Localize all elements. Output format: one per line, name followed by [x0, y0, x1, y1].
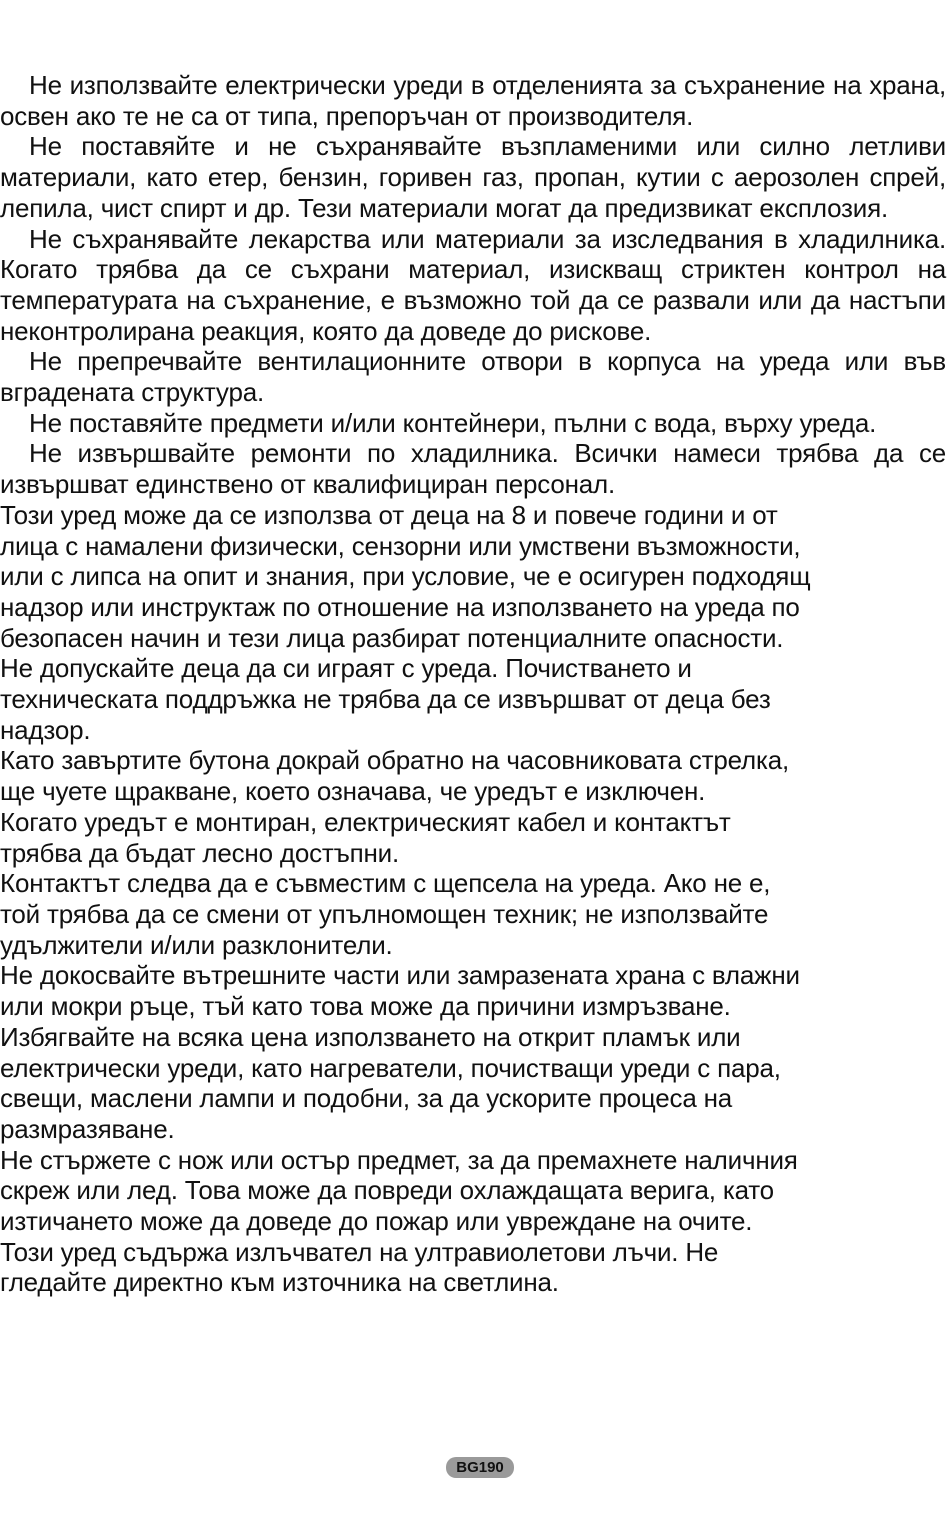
text-line: или мокри ръце, тъй като това може да причини измръзване. — [0, 991, 731, 1022]
text-line: Когато уредът е монтиран, електрическият кабел и контактът — [0, 806, 731, 837]
text-line: скреж или лед. Това може да повреди охлаждащата верига, като — [0, 1175, 774, 1206]
document-body — [0, 70, 946, 1298]
text-line: той трябва да се смени от упълномощен техник; не използвайте — [0, 898, 769, 929]
text-line: трябва да бъдат лесно достъпни. — [0, 837, 400, 868]
text-line: Контактът следва да е съвместим с щепсела на уреда. Ако не е, — [0, 868, 771, 899]
paragraph-ventilation: Не препречвайте вентилационните отвори в корпуса на уреда или във вградената структура. — [0, 346, 946, 408]
text-line: лица с намалени физически, сензорни или умствени възможности, — [0, 530, 801, 561]
text-line: Този уред може да се използва от деца на 8 и повече години и от — [0, 499, 778, 530]
text-line: Като завъртите бутона докрай обратно на часовниковата стрелка, — [0, 745, 789, 776]
text-line: Не докосвайте вътрешните части или замразената храна с влажни — [0, 960, 800, 991]
text-line: надзор или инструктаж по отношение на използването на уреда по — [0, 591, 800, 622]
paragraph-medicines: Не съхранявайте лекарства или материали за изследвания в хладилника. Когато трябва да се съхрани материал, изискващ стриктен контрол на температурата на съхранение, е възможно той да се развали или да настъпи неконтролирана реакция, която да доведе до рискове. — [0, 223, 946, 346]
text-line: гледайте директно към източника на светлина. — [0, 1267, 559, 1298]
text-line: надзор. — [0, 714, 91, 745]
text-line: или с липса на опит и знания, при условие, че е осигурен подходящ — [0, 561, 811, 592]
text-line: безопасен начин и тези лица разбират потенциалните опасности. — [0, 622, 784, 653]
paragraph-containers-water: Не поставяйте предмети и/или контейнери, пълни с вода, върху уреда. — [29, 407, 877, 438]
text-line: размразяване. — [0, 1113, 175, 1144]
paragraph-flammable-materials: Не поставяйте и не съхранявайте възпламеними или силно летливи материали, като етер, бензин, горивен газ, пропан, кутии с аерозолен спрей, лепила, чист спирт и др. Тези материали могат да предизвикат експлозия. — [0, 131, 946, 223]
text-line: удължители и/или разклонители. — [0, 929, 393, 960]
text-line: техническата поддръжка не трябва да се извършват от деца без — [0, 684, 771, 715]
text-line: Този уред съдържа излъчвател на ултравиолетови лъчи. Не — [0, 1236, 719, 1267]
page-number-badge: BG190 — [446, 1457, 514, 1478]
text-line: Не стържете с нож или остър предмет, за да премахнете наличния — [0, 1144, 798, 1175]
text-line: електрически уреди, като нагреватели, почистващи уреди с пара, — [0, 1052, 781, 1083]
text-line: изтичането може да доведе до пожар или увреждане на очите. — [0, 1206, 753, 1237]
paragraph-electrical-appliances: Не използвайте електрически уреди в отделенията за съхранение на храна, освен ако те не са от типа, препоръчан от производителя. — [0, 70, 946, 131]
text-line: Не допускайте деца да си играят с уреда. Почистването и — [0, 653, 692, 684]
text-line: ще чуете щракване, което означава, че уредът е изключен. — [0, 776, 706, 807]
text-line: Избягвайте на всяка цена използването на открит пламък или — [0, 1021, 741, 1052]
paragraph-repairs: Не извършвайте ремонти по хладилника. Всички намеси трябва да се извършват единствено от квалифициран персонал. — [0, 438, 946, 500]
text-line: свещи, маслени лампи и подобни, за да ускорите процеса на — [0, 1083, 733, 1114]
